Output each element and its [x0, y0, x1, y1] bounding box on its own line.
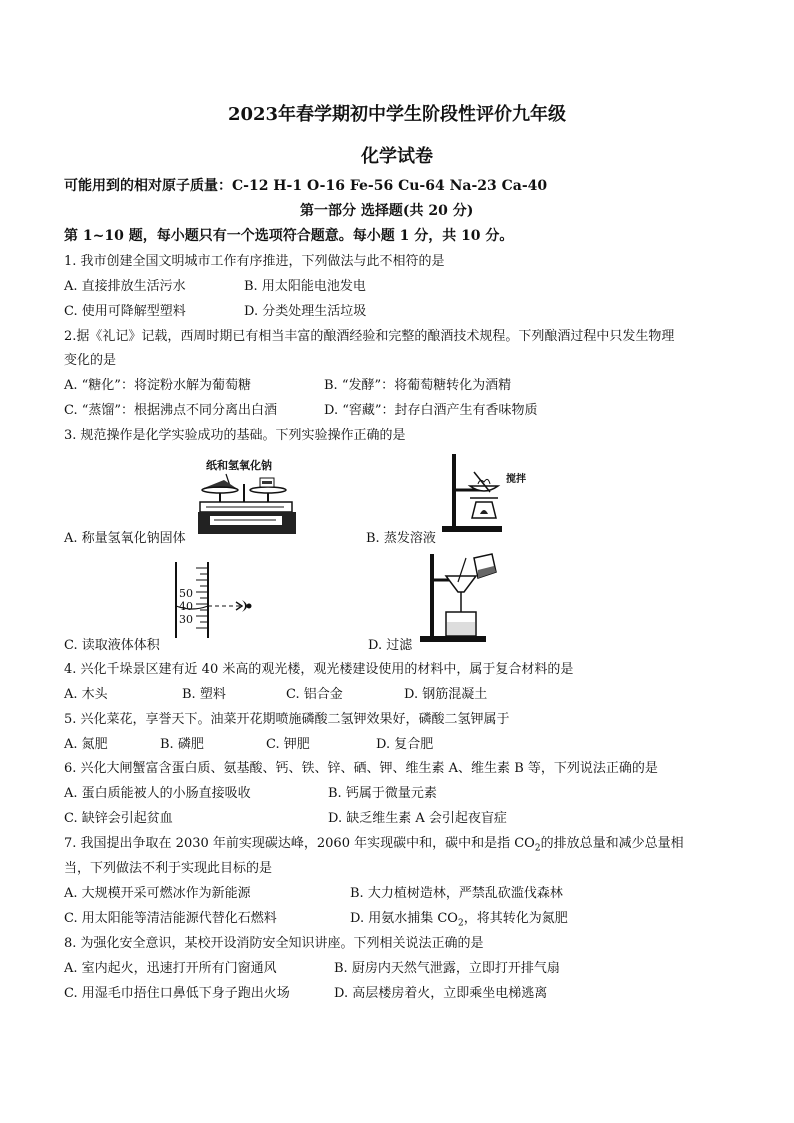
tick-40: 40 [179, 600, 193, 613]
q1-option-c[interactable]: C. 使用可降解型塑料 [64, 304, 186, 319]
q6-stem: 6. 兴化大闸蟹富含蛋白质、氨基酸、钙、铁、锌、硒、钾、维生素 A、维生素 B 等，下列说法正确的是 [64, 761, 658, 776]
q4-option-b[interactable]: B. 塑料 [182, 687, 226, 702]
q5-option-c[interactable]: C. 钾肥 [266, 737, 310, 752]
page-subtitle: 化学试卷 [361, 146, 433, 167]
q7-option-d-pre: D. 用氨水捕集 CO [350, 911, 458, 926]
q4-stem: 4. 兴化千垛景区建有近 40 米高的观光楼，观光楼建设使用的材料中，属于复合材料的是 [64, 662, 574, 677]
q7-stem-sub: 2 [534, 843, 541, 854]
fig-b-label: 搅拌 [506, 474, 526, 485]
q3-option-a[interactable]: A. 称量氢氧化钠固体 [64, 531, 186, 546]
q7-option-d[interactable] [350, 907, 568, 929]
q7-option-c[interactable]: C. 用太阳能等清洁能源代替化石燃料 [64, 911, 277, 926]
atomic-masses: 可能用到的相对原子质量：C-12 H-1 O-16 Fe-56 Cu-64 Na-23 Ca-40 [64, 178, 548, 194]
q5-option-a[interactable]: A. 氮肥 [64, 737, 108, 752]
q8-option-d[interactable]: D. 高层楼房着火，立即乘坐电梯逃离 [334, 986, 548, 1001]
q7-stem-line2: 当，下列做法不利于实现此目标的是 [64, 861, 273, 876]
cylinder-tick-labels [179, 588, 193, 626]
q7-option-d-sub: 2 [457, 918, 464, 929]
q1-option-a[interactable]: A. 直接排放生活污水 [64, 279, 186, 294]
q5-stem: 5. 兴化菜花，享誉天下。油菜开花期喷施磷酸二氢钾效果好，磷酸二氢钾属于 [64, 712, 510, 727]
q1-option-b[interactable]: B. 用太阳能电池发电 [244, 279, 366, 294]
q7-option-a[interactable]: A. 大规模开采可燃冰作为新能源 [64, 886, 251, 901]
filtration-figure [416, 552, 506, 644]
q7-option-d-post: ，将其转化为氮肥 [463, 911, 568, 926]
q5-option-d[interactable]: D. 复合肥 [376, 737, 434, 752]
tick-50: 50 [179, 587, 193, 600]
part-heading: 第一部分 选择题(共 20 分) [300, 203, 474, 219]
q6-option-b[interactable]: B. 钙属于微量元素 [328, 786, 437, 801]
q2-stem-line2: 变化的是 [64, 353, 117, 368]
q2-option-b[interactable]: B. “发酵”：将葡萄糖转化为酒精 [324, 378, 512, 393]
q7-option-b[interactable]: B. 大力植树造林，严禁乱砍滥伐森林 [350, 886, 563, 901]
q7-stem-line1 [64, 832, 684, 854]
q4-option-c[interactable]: C. 铝合金 [286, 687, 343, 702]
q7-stem-pre: 7. 我国提出争取在 2030 年前实现碳达峰，2060 年实现碳中和，碳中和是指 CO [64, 836, 535, 851]
q2-option-a[interactable]: A. “糖化”：将淀粉水解为葡萄糖 [64, 378, 251, 393]
q2-option-d[interactable]: D. “窖藏”：封存白酒产生有香味物质 [324, 403, 538, 418]
q8-option-c[interactable]: C. 用湿毛巾捂住口鼻低下身子跑出火场 [64, 986, 290, 1001]
evaporation-figure [438, 452, 528, 534]
q1-option-d[interactable]: D. 分类处理生活垃圾 [244, 304, 367, 319]
q6-option-a[interactable]: A. 蛋白质能被人的小肠直接吸收 [64, 786, 251, 801]
page-title: 2023年春学期初中学生阶段性评价九年级 [227, 104, 567, 125]
q2-option-c[interactable]: C. “蒸馏”：根据沸点不同分离出白酒 [64, 403, 278, 418]
q2-stem-line1: 2.据《礼记》记载，西周时期已有相当丰富的酿酒经验和完整的酿酒技术规程。下列酿酒过程中只发生物理 [64, 329, 675, 344]
q5-option-b[interactable]: B. 磷肥 [160, 737, 204, 752]
q8-option-a[interactable]: A. 室内起火，迅速打开所有门窗通风 [64, 961, 277, 976]
q6-option-d[interactable]: D. 缺乏维生素 A 会引起夜盲症 [328, 811, 507, 826]
q4-option-d[interactable]: D. 钢筋混凝土 [404, 687, 488, 702]
tick-30: 30 [179, 613, 193, 626]
q3-option-d[interactable]: D. 过滤 [368, 638, 413, 653]
q7-stem-post: 的排放总量和减少总量相 [540, 836, 684, 851]
instructions: 第 1~10 题，每小题只有一个选项符合题意。每小题 1 分，共 10 分。 [64, 228, 514, 244]
q6-option-c[interactable]: C. 缺锌会引起贫血 [64, 811, 173, 826]
q1-stem: 1. 我市创建全国文明城市工作有序推进，下列做法与此不相符的是 [64, 254, 445, 269]
q8-stem: 8. 为强化安全意识，某校开设消防安全知识讲座。下列相关说法正确的是 [64, 936, 484, 951]
balance-figure [196, 470, 300, 538]
q3-stem: 3. 规范操作是化学实验成功的基础。下列实验操作正确的是 [64, 428, 406, 443]
q4-option-a[interactable]: A. 木头 [64, 687, 108, 702]
q3-option-c[interactable]: C. 读取液体体积 [64, 638, 160, 653]
q8-option-b[interactable]: B. 厨房内天然气泄露，立即打开排气扇 [334, 961, 560, 976]
q3-option-b[interactable]: B. 蒸发溶液 [366, 531, 436, 546]
fig-a-label: 纸和氢氧化钠 [206, 459, 272, 472]
